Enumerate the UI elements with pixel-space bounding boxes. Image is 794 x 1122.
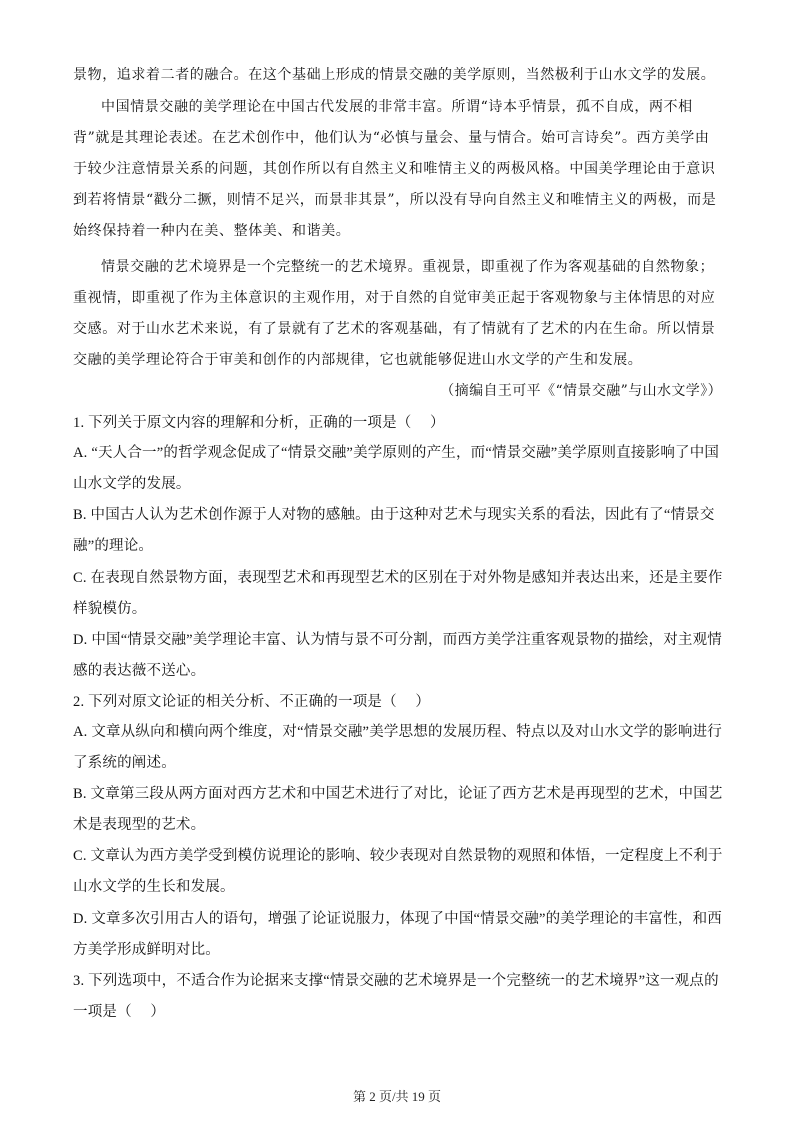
question-3-stem: 3. 下列选项中，不适合作为论据来支撑“情景交融的艺术境界是一个完整统一的艺术境界”这一观点的一项是（ ） <box>73 973 719 1020</box>
passage-paragraph-1: 景物，追求着二者的融合。在这个基础上形成的情景交融的美学原则，当然极利于山水文学的发展。 <box>73 67 716 83</box>
question-1-option-c: C. 在表现自然景物方面，表现型艺术和再现型艺术的区别在于对外物是感知并表达出来，还是主要作样貌模仿。 <box>73 570 723 617</box>
question-1-option-b: B. 中国古人认为艺术创作源于人对物的感触。由于这种对艺术与现实关系的看法，因此有了“情景交融”的理论。 <box>73 507 715 554</box>
page-footer: 第 2 页/共 19 页 <box>352 1089 442 1104</box>
passage-source: （摘编自王可平《“情景交融”与山水文学》） <box>440 383 722 399</box>
question-2-option-c: C. 文章认为西方美学受到模仿说理论的影响、较少表现对自然景物的观照和体悟，一定程度上不利于山水文学的生长和发展。 <box>73 848 723 895</box>
question-2-stem: 2. 下列对原文论证的相关分析、不正确的一项是（ ） <box>73 694 431 710</box>
question-2-option-b: B. 文章第三段从两方面对西方艺术和中国艺术进行了对比，论证了西方艺术是再现型的艺术，中国艺术是表现型的艺术。 <box>73 786 723 833</box>
question-2-option-d: D. 文章多次引用古人的语句，增强了论证说服力，体现了中国“情景交融”的美学理论的丰富性，和西方美学形成鲜明对比。 <box>73 911 722 958</box>
passage-paragraph-3: 情景交融的艺术境界是一个完整统一的艺术境界。重视景，即重视了作为客观基础的自然物象；重视情，即重视了作为主体意识的主观作用，对于自然的自觉审美正起于客观物象与主体情思的对应交感。对于山水艺术来说，有了景就有了艺术的客观基础，有了情就有了艺术的内在生命。所以情景交融的美学理论符合于审美和创作的内部规律，它也就能够促进山水文学的产生和发展。 <box>73 259 716 368</box>
question-1-stem: 1. 下列关于原文内容的理解和分析，正确的一项是（ ） <box>73 415 445 431</box>
passage-paragraph-2: 中国情景交融的美学理论在中国古代发展的非常丰富。所谓“诗本乎情景，孤不自成，两不相背”就是其理论表述。在艺术创作中，他们认为“必慎与量会、量与情合。始可言诗矣”。西方美学由于较少注意情景关系的问题，其创作所以有自然主义和唯情主义的两极风格。中国美学理论由于意识到若将情景“戳分二撅，则情不足兴，而景非其景”，所以没有导向自然主义和唯情主义的两极，而是始终保持着一种内在美、整体美、和谐美。 <box>73 99 717 239</box>
question-1-option-d: D. 中国“情景交融”美学理论丰富、认为情与景不可分割，而西方美学注重客观景物的描绘，对主观情感的表达薇不送心。 <box>73 632 722 679</box>
question-1-option-a: A. “天人合一”的哲学观念促成了“情景交融”美学原则的产生，而“情景交融”美学原则直接影响了中国山水文学的发展。 <box>73 445 720 492</box>
question-2-option-a: A. 文章从纵向和横向两个维度，对“情景交融”美学思想的发展历程、特点以及对山水文学的影响进行了系统的阐述。 <box>73 724 722 771</box>
